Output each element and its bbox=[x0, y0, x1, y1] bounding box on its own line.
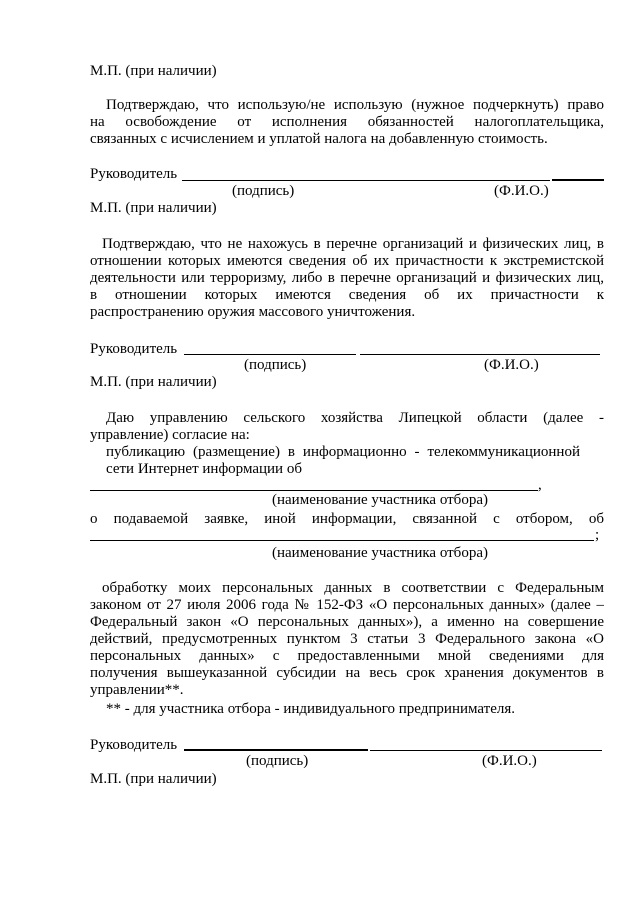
extremism-line-5: распространению оружия массового уничтожения. bbox=[90, 304, 416, 320]
personal-line-4: действий, предусмотренных пунктом 3 статьи 3 Федерального закона «О bbox=[90, 631, 604, 647]
participant-caption: (наименование участника отбора) bbox=[272, 492, 488, 508]
consent-line-4: сети Интернет информации об bbox=[106, 461, 302, 477]
name-caption: (Ф.И.О.) bbox=[482, 753, 537, 769]
extremism-line-2: отношении которых имеются сведения об их причастности к экстремистской bbox=[90, 253, 604, 269]
personal-line-3: Федеральный закон «О персональных данных»), а именно на совершение bbox=[90, 614, 604, 630]
personal-line-7: управлении**. bbox=[90, 682, 184, 698]
vat-line-2: на освобождение от исполнения обязанностей налогоплательщика, bbox=[90, 114, 604, 130]
participant-line bbox=[90, 490, 538, 491]
signature-line bbox=[182, 180, 550, 181]
vat-line-3: связанных с исчислением и уплатой налога на добавленную стоимость. bbox=[90, 131, 548, 147]
name-caption: (Ф.И.О.) bbox=[494, 183, 549, 199]
personal-line-6: получения вышеуказанной субсидии на весь срок хранения документов в bbox=[90, 665, 604, 681]
personal-line-1: обработку моих персональных данных в соответствии с Федеральным bbox=[102, 580, 604, 596]
name-line bbox=[370, 750, 602, 751]
signature-line bbox=[184, 749, 368, 751]
signature-label: Руководитель bbox=[90, 341, 178, 357]
footnote: ** - для участника отбора - индивидуального предпринимателя. bbox=[106, 701, 516, 717]
sign-caption: (подпись) bbox=[232, 183, 295, 199]
participant-caption-2: (наименование участника отбора) bbox=[272, 545, 488, 561]
signature-line bbox=[184, 354, 356, 355]
about-line: о подаваемой заявке, иной информации, связанной с отбором, об bbox=[90, 511, 604, 527]
signature-label: Руководитель bbox=[90, 737, 178, 753]
name-caption: (Ф.И.О.) bbox=[484, 357, 539, 373]
personal-line-2: законом от 27 июля 2006 года № 152-ФЗ «О персональных данных» (далее – bbox=[90, 597, 604, 613]
stamp-note: М.П. (при наличии) bbox=[90, 771, 217, 787]
signature-label: Руководитель bbox=[90, 166, 178, 182]
stamp-note: М.П. (при наличии) bbox=[90, 374, 217, 390]
sign-caption: (подпись) bbox=[244, 357, 307, 373]
comma-mark: , bbox=[538, 477, 542, 493]
semicolon-mark: ; bbox=[595, 527, 600, 543]
vat-line-1: Подтверждаю, что использую/не использую (нужное подчеркнуть) право bbox=[106, 97, 604, 113]
extremism-line-4: в отношении которых имеются сведения об их причастности к bbox=[90, 287, 604, 303]
consent-line-2: управление) согласие на: bbox=[90, 427, 250, 443]
consent-line-1: Даю управлению сельского хозяйства Липецкой области (далее - bbox=[106, 410, 604, 426]
participant-line-2 bbox=[90, 540, 594, 541]
extremism-line-3: деятельности или терроризму, либо в перечне организаций и физических лиц, bbox=[90, 270, 604, 286]
name-line bbox=[360, 354, 600, 355]
name-line bbox=[552, 179, 604, 181]
stamp-note: М.П. (при наличии) bbox=[90, 63, 217, 79]
consent-line-3: публикацию (размещение) в информационно - телекоммуникационной bbox=[106, 444, 580, 460]
stamp-note: М.П. (при наличии) bbox=[90, 200, 217, 216]
extremism-line-1: Подтверждаю, что не нахожусь в перечне организаций и физических лиц, в bbox=[102, 236, 604, 252]
sign-caption: (подпись) bbox=[246, 753, 309, 769]
personal-line-5: персональных данных» с предоставленными мной сведениями для bbox=[90, 648, 604, 664]
